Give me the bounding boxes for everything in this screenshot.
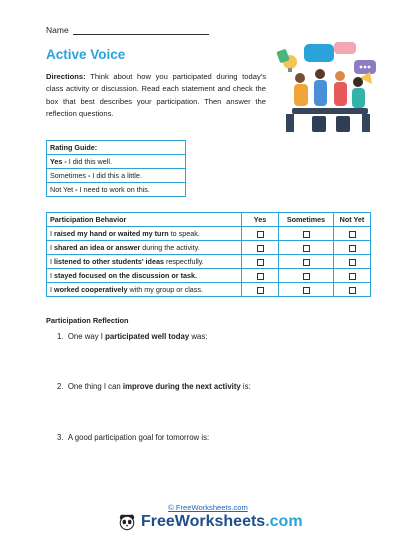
yes-checkbox[interactable] <box>257 273 264 280</box>
behavior-statement: I worked cooperatively with my group or class. <box>47 283 242 297</box>
table-row <box>47 269 371 283</box>
table-row <box>47 227 371 241</box>
not-yet-checkbox[interactable] <box>349 287 356 294</box>
name-field <box>46 24 209 35</box>
footer-copyright-link[interactable]: © FreeWorksheets.com <box>168 503 248 512</box>
sometimes-checkbox[interactable] <box>303 273 310 280</box>
reflection-question-3: 3. A good participation goal for tomorrow is: <box>57 433 210 442</box>
reflection-question-2: 2. One thing I can improve during the next activity is: <box>57 382 251 391</box>
group-discussion-illustration <box>272 40 382 136</box>
rating-row: Sometimes - I did this a little. <box>47 169 186 183</box>
directions-label: Directions: <box>46 72 86 81</box>
worksheet-title: Active Voice <box>46 47 126 62</box>
reflection-title: Participation Reflection <box>46 316 129 325</box>
sometimes-checkbox[interactable] <box>303 245 310 252</box>
rating-guide-table <box>46 140 186 197</box>
sometimes-checkbox[interactable] <box>303 231 310 238</box>
brand-free: Free <box>141 513 175 530</box>
participation-behavior-table <box>46 212 371 297</box>
table-row <box>47 283 371 297</box>
yes-checkbox[interactable] <box>257 245 264 252</box>
name-line[interactable] <box>73 24 209 35</box>
reflection-question-1: 1. One way I participated well today was: <box>57 332 208 341</box>
col-header-not-yet: Not Yet <box>334 213 371 227</box>
yes-checkbox[interactable] <box>257 259 264 266</box>
sometimes-checkbox[interactable] <box>303 287 310 294</box>
col-header-behavior: Participation Behavior <box>47 213 242 227</box>
rating-row: Yes - I did this well. <box>47 155 186 169</box>
behavior-statement: I listened to other students' ideas respectfully. <box>47 255 242 269</box>
behavior-statement: I raised my hand or waited my turn to speak. <box>47 227 242 241</box>
behavior-statement: I stayed focused on the discussion or task. <box>47 269 242 283</box>
not-yet-checkbox[interactable] <box>349 273 356 280</box>
col-header-yes: Yes <box>242 213 279 227</box>
col-header-sometimes: Sometimes <box>279 213 334 227</box>
brand-com: .com <box>265 513 303 530</box>
yes-checkbox[interactable] <box>257 231 264 238</box>
behavior-statement: I shared an idea or answer during the activity. <box>47 241 242 255</box>
directions <box>46 71 266 121</box>
not-yet-checkbox[interactable] <box>349 231 356 238</box>
freeworksheets-logo[interactable] <box>118 513 303 531</box>
table-row <box>47 255 371 269</box>
panda-icon <box>118 513 136 531</box>
name-label: Name <box>46 25 69 35</box>
yes-checkbox[interactable] <box>257 287 264 294</box>
directions-text: Think about how you participated during today's class activity or discussion. Read each statement and check the box that best describes your participation. Then answer the reflection questions. <box>46 72 266 119</box>
not-yet-checkbox[interactable] <box>349 259 356 266</box>
brand-worksheets: Worksheets <box>174 513 266 530</box>
rating-row: Not Yet - I need to work on this. <box>47 183 186 197</box>
table-row <box>47 241 371 255</box>
not-yet-checkbox[interactable] <box>349 245 356 252</box>
sometimes-checkbox[interactable] <box>303 259 310 266</box>
rating-guide-title: Rating Guide: <box>47 141 186 155</box>
